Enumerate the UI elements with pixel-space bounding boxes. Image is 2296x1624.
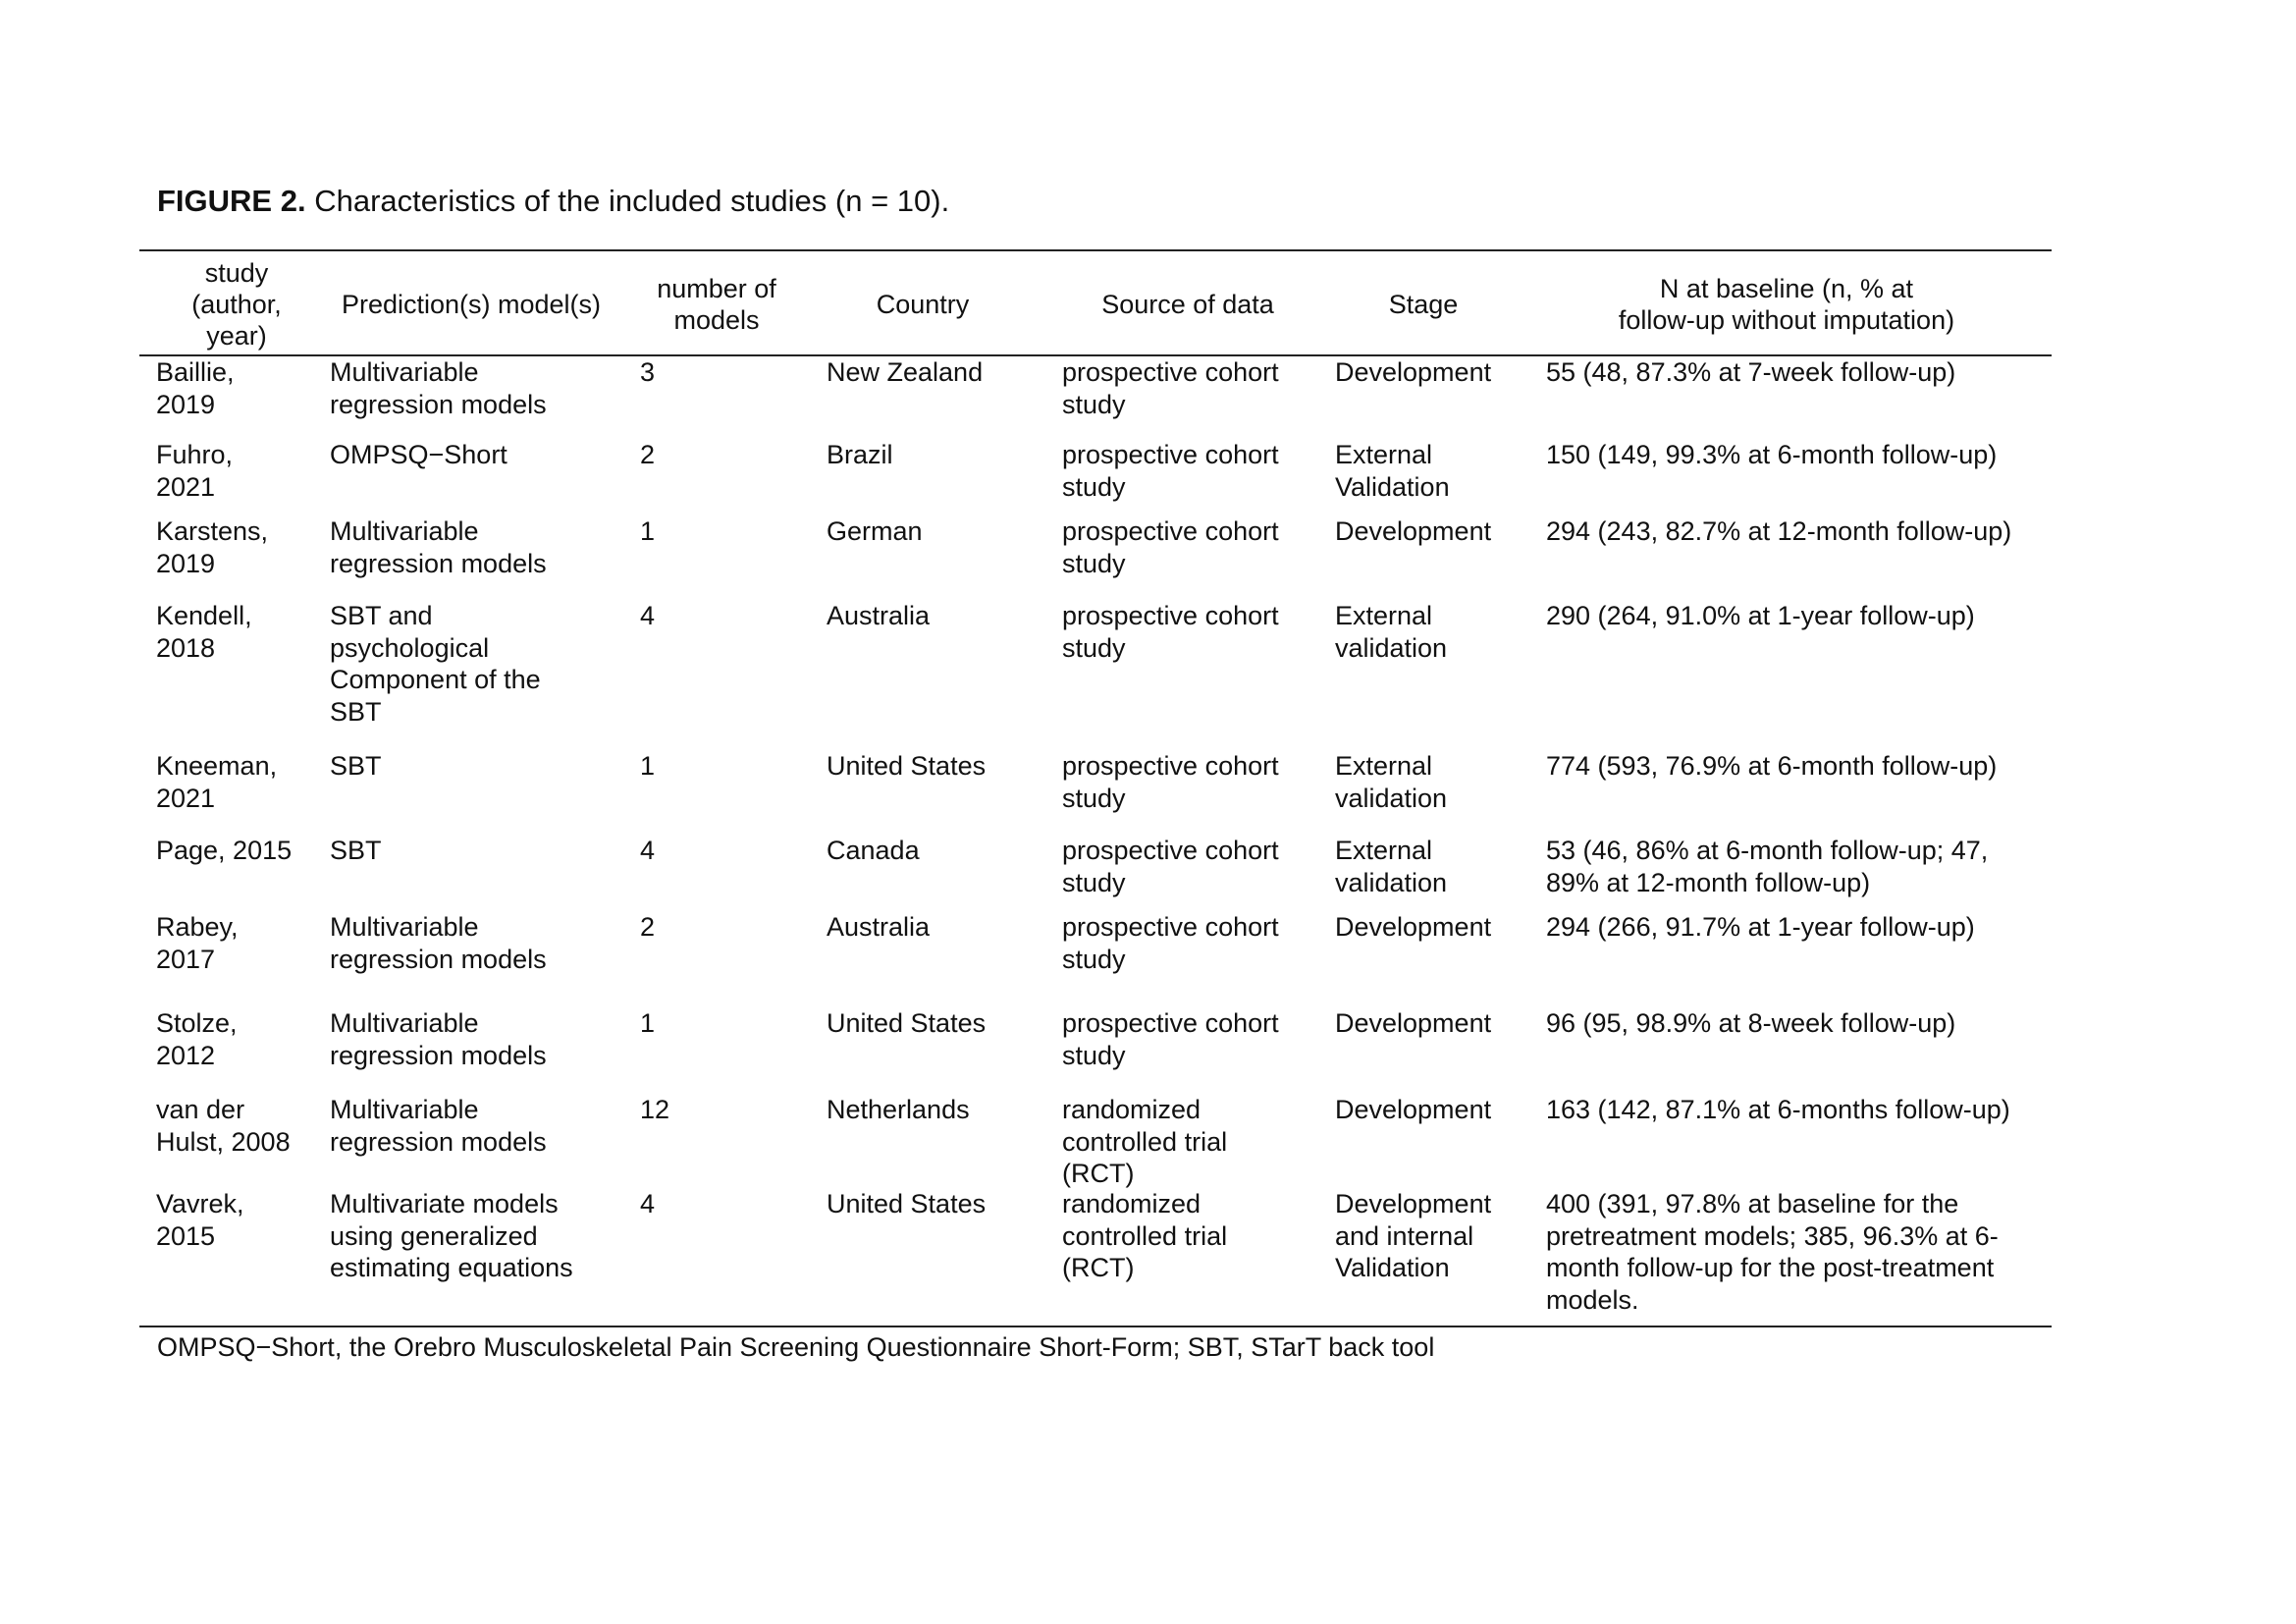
cell-study: Baillie, 2019: [156, 357, 235, 419]
cell-model: SBT and psychological Component of the SBT: [330, 601, 541, 727]
cell-stage: Development: [1335, 1008, 1492, 1038]
table-top-rule: [139, 249, 2052, 251]
cell-source: prospective cohort study: [1062, 601, 1279, 663]
cell-n-baseline: 150 (149, 99.3% at 6-month follow-up): [1546, 440, 1998, 469]
header-source: Source of data: [1101, 290, 1274, 319]
cell-n-baseline: 294 (266, 91.7% at 1-year follow-up): [1546, 912, 1975, 942]
cell-stage: Development: [1335, 516, 1492, 546]
cell-num-models: 1: [640, 516, 656, 546]
cell-n-baseline: 290 (264, 91.0% at 1-year follow-up): [1546, 601, 1975, 630]
figure-caption: [157, 181, 949, 222]
cell-source: prospective cohort study: [1062, 836, 1279, 897]
header-stage: Stage: [1388, 290, 1459, 319]
cell-source: prospective cohort study: [1062, 440, 1279, 502]
cell-num-models: 4: [640, 836, 656, 865]
cell-country: Canada: [827, 836, 920, 865]
cell-study: Stolze, 2012: [156, 1008, 238, 1070]
cell-source: randomized controlled trial (RCT): [1062, 1189, 1228, 1282]
cell-study: Page, 2015: [156, 836, 293, 865]
cell-country: Australia: [827, 601, 931, 630]
cell-country: United States: [827, 1008, 987, 1038]
cell-source: prospective cohort study: [1062, 357, 1279, 419]
cell-study: Vavrek, 2015: [156, 1189, 244, 1251]
header-country: Country: [876, 290, 970, 319]
cell-study: Fuhro, 2021: [156, 440, 234, 502]
cell-country: Netherlands: [827, 1095, 970, 1124]
cell-model: SBT: [330, 836, 382, 865]
cell-num-models: 12: [640, 1095, 670, 1124]
cell-model: Multivariable regression models: [330, 912, 547, 974]
cell-stage: External Validation: [1335, 440, 1450, 502]
table-bottom-rule: [139, 1326, 2052, 1327]
cell-stage: External validation: [1335, 601, 1448, 663]
cell-study: van der Hulst, 2008: [156, 1095, 291, 1157]
cell-source: prospective cohort study: [1062, 516, 1279, 578]
cell-source: prospective cohort study: [1062, 912, 1279, 974]
cell-stage: Development: [1335, 1095, 1492, 1124]
cell-model: Multivariable regression models: [330, 1095, 547, 1157]
cell-country: United States: [827, 751, 987, 781]
cell-stage: Development: [1335, 357, 1492, 387]
cell-model: Multivariable regression models: [330, 357, 547, 419]
cell-num-models: 3: [640, 357, 656, 387]
figure-label: FIGURE 2.: [157, 184, 306, 218]
cell-model: Multivariate models using generalized estimating equations: [330, 1189, 573, 1282]
cell-num-models: 2: [640, 440, 656, 469]
cell-model: Multivariable regression models: [330, 1008, 547, 1070]
cell-source: prospective cohort study: [1062, 1008, 1279, 1070]
cell-model: OMPSQ−Short: [330, 440, 507, 469]
cell-study: Karstens, 2019: [156, 516, 269, 578]
cell-country: German: [827, 516, 923, 546]
cell-study: Kneeman, 2021: [156, 751, 278, 813]
cell-study: Kendell, 2018: [156, 601, 252, 663]
cell-model: Multivariable regression models: [330, 516, 547, 578]
cell-stage: External validation: [1335, 836, 1448, 897]
header-num-models: number of models: [657, 274, 776, 335]
header-n-baseline: N at baseline (n, % at follow-up without imputation): [1618, 274, 1955, 335]
cell-n-baseline: 774 (593, 76.9% at 6-month follow-up): [1546, 751, 1998, 781]
cell-stage: External validation: [1335, 751, 1448, 813]
header-model: Prediction(s) model(s): [341, 290, 602, 319]
cell-n-baseline: 53 (46, 86% at 6-month follow-up; 47, 89% at 12-month follow-up): [1546, 836, 1989, 897]
cell-num-models: 4: [640, 601, 656, 630]
cell-num-models: 4: [640, 1189, 656, 1218]
cell-country: New Zealand: [827, 357, 984, 387]
cell-n-baseline: 294 (243, 82.7% at 12-month follow-up): [1546, 516, 2012, 546]
cell-num-models: 1: [640, 751, 656, 781]
cell-study: Rabey, 2017: [156, 912, 239, 974]
figure-title: Characteristics of the included studies (n = 10).: [305, 184, 950, 218]
cell-stage: Development and internal Validation: [1335, 1189, 1492, 1282]
cell-num-models: 2: [640, 912, 656, 942]
cell-country: United States: [827, 1189, 987, 1218]
cell-country: Australia: [827, 912, 931, 942]
cell-n-baseline: 163 (142, 87.1% at 6-months follow-up): [1546, 1095, 2010, 1124]
cell-n-baseline: 400 (391, 97.8% at baseline for the pretreatment models; 385, 96.3% at 6- month follow-up for the post-treatment models.: [1546, 1189, 1999, 1315]
cell-stage: Development: [1335, 912, 1492, 942]
table-footnote: OMPSQ−Short, the Orebro Musculoskeletal Pain Screening Questionnaire Short-Form; SBT, STarT back tool: [157, 1332, 1435, 1362]
cell-n-baseline: 96 (95, 98.9% at 8-week follow-up): [1546, 1008, 1956, 1038]
cell-source: randomized controlled trial (RCT): [1062, 1095, 1228, 1188]
cell-source: prospective cohort study: [1062, 751, 1279, 813]
cell-country: Brazil: [827, 440, 893, 469]
header-study: study (author, year): [191, 258, 282, 351]
cell-num-models: 1: [640, 1008, 656, 1038]
cell-model: SBT: [330, 751, 382, 781]
cell-n-baseline: 55 (48, 87.3% at 7-week follow-up): [1546, 357, 1956, 387]
